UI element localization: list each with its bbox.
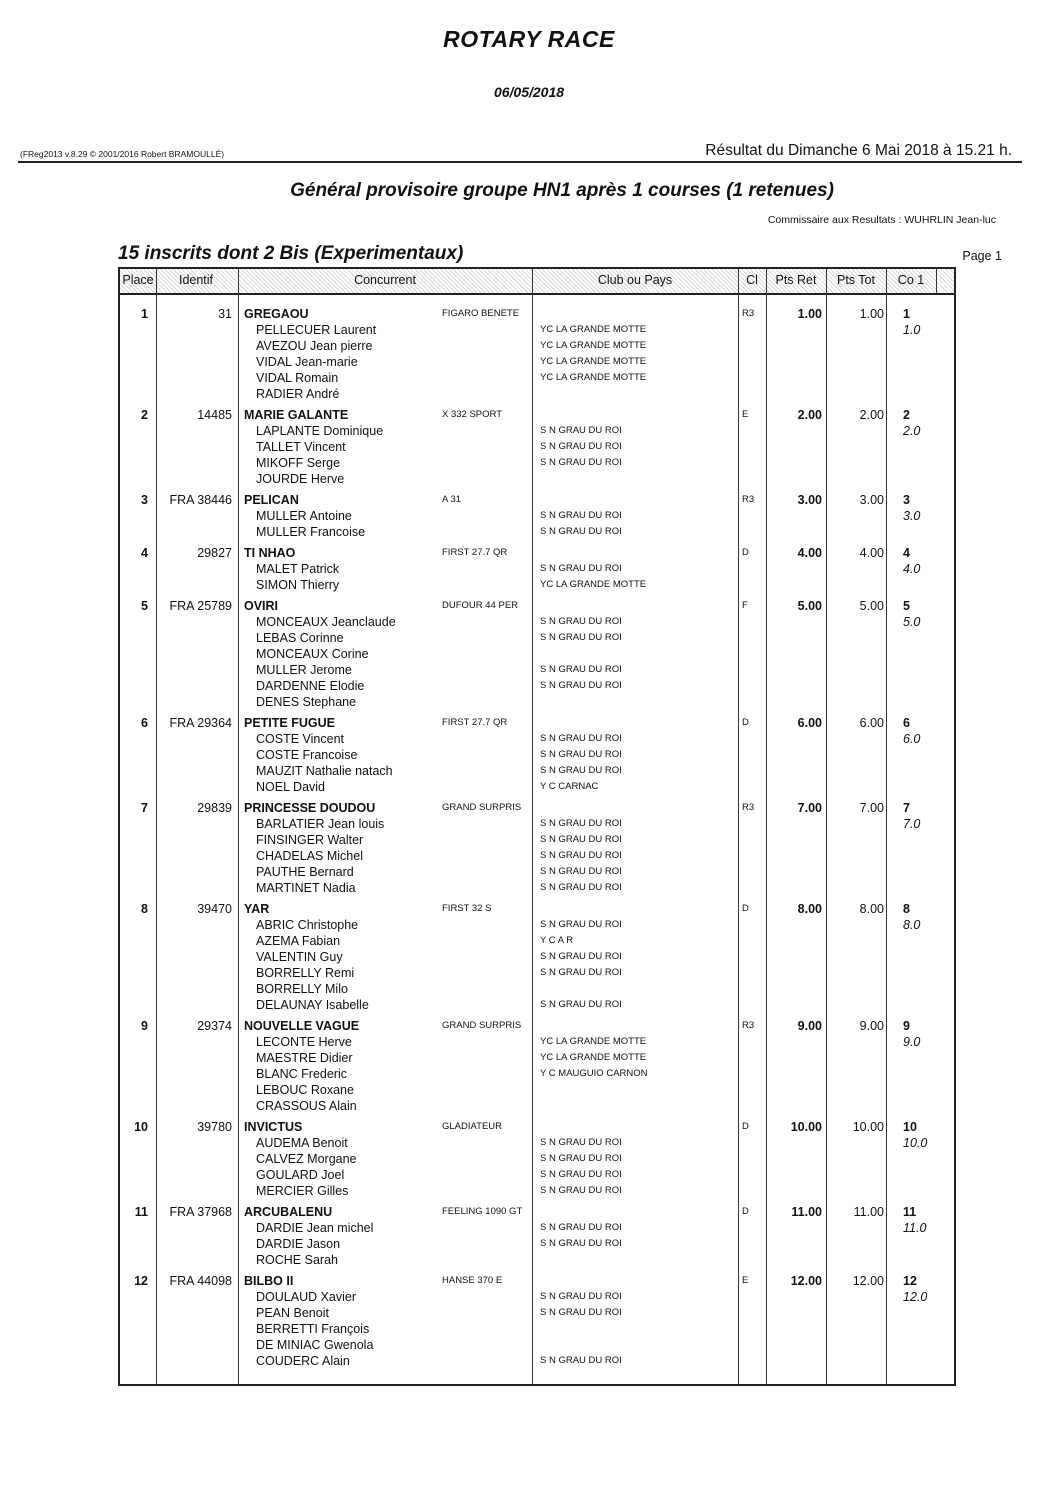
crew-member: AUDEMA Benoit	[256, 1136, 348, 1150]
pts-ret-cell: 9.00	[797, 1019, 822, 1033]
place-cell: 7	[141, 801, 148, 815]
crew-club: S N GRAU DU ROI	[540, 765, 622, 776]
crew-club: S N GRAU DU ROI	[540, 866, 622, 877]
place-cell: 8	[141, 902, 148, 916]
crew-club: S N GRAU DU ROI	[540, 999, 622, 1010]
class-cell: D	[742, 547, 749, 558]
crew-club: S N GRAU DU ROI	[540, 1137, 622, 1148]
crew-member: VIDAL Jean-marie	[256, 355, 358, 369]
boat-type: X 332 SPORT	[442, 409, 503, 420]
place-cell: 9	[141, 1019, 148, 1033]
boat-type: DUFOUR 44 PER	[442, 600, 519, 611]
crew-member: AZEMA Fabian	[256, 934, 341, 948]
identif-cell: FRA 29364	[169, 716, 232, 730]
co1-cell: 1	[903, 307, 910, 321]
class-cell: D	[742, 1206, 749, 1217]
crew-member: MULLER Antoine	[256, 509, 352, 523]
co1-score: 2.0	[903, 424, 921, 438]
place-cell: 2	[141, 408, 148, 422]
crew-member: DENES Stephane	[256, 695, 357, 709]
crew-member: DE MINIAC Gwenola	[256, 1338, 374, 1352]
boat-type: FIGARO BENETE	[442, 308, 520, 319]
crew-club: S N GRAU DU ROI	[540, 850, 622, 861]
co1-cell: 2	[903, 408, 910, 422]
class-cell: R3	[742, 494, 755, 505]
pts-ret-cell: 10.00	[790, 1120, 822, 1134]
boat-name: NOUVELLE VAGUE	[244, 1019, 360, 1033]
co1-score: 3.0	[903, 509, 921, 523]
pts-tot-cell: 3.00	[859, 493, 884, 507]
co1-cell: 4	[903, 546, 910, 560]
identif-cell: FRA 25789	[169, 599, 232, 613]
crew-club: S N GRAU DU ROI	[540, 1307, 622, 1318]
co1-score: 10.0	[903, 1136, 928, 1150]
result-timestamp: Résultat du Dimanche 6 Mai 2018 à 15.21 h.	[705, 142, 1012, 159]
crew-member: FINSINGER Walter	[256, 833, 364, 847]
place-cell: 10	[134, 1120, 148, 1134]
pts-ret-cell: 6.00	[797, 716, 822, 730]
pts-tot-cell: 5.00	[859, 599, 884, 613]
identif-cell: 31	[218, 307, 232, 321]
crew-member: MAESTRE Didier	[256, 1051, 353, 1065]
crew-club: YC LA GRANDE MOTTE	[540, 340, 647, 351]
crew-member: ABRIC Christophe	[256, 918, 359, 932]
boat-type: A 31	[442, 494, 462, 505]
pts-tot-cell: 11.00	[853, 1205, 884, 1219]
crew-member: SIMON Thierry	[256, 578, 340, 592]
page-title: ROTARY RACE	[443, 26, 615, 52]
pts-ret-cell: 1.00	[797, 307, 822, 321]
commissaire-line: Commissaire aux Resultats : WUHRLIN Jean-luc	[767, 214, 996, 226]
entries-count: 15 inscrits dont 2 Bis (Experimentaux)	[118, 243, 464, 264]
pts-ret-cell: 7.00	[797, 801, 822, 815]
crew-member: CRASSOUS Alain	[256, 1099, 357, 1113]
identif-cell: 39780	[197, 1120, 232, 1134]
results-table	[118, 267, 956, 1386]
crew-club: S N GRAU DU ROI	[540, 632, 622, 643]
crew-club: S N GRAU DU ROI	[540, 664, 622, 675]
crew-member: BARLATIER Jean louis	[256, 817, 385, 831]
crew-club: S N GRAU DU ROI	[540, 733, 622, 744]
identif-cell: FRA 37968	[169, 1205, 232, 1219]
crew-member: DARDENNE Elodie	[256, 679, 365, 693]
crew-club: S N GRAU DU ROI	[540, 967, 622, 978]
place-cell: 1	[141, 307, 148, 321]
identif-cell: FRA 44098	[169, 1274, 232, 1288]
co1-cell: 10	[903, 1120, 917, 1134]
table-header	[120, 269, 954, 295]
crew-club: S N GRAU DU ROI	[540, 1153, 622, 1164]
boat-type: GRAND SURPRIS	[442, 1020, 522, 1031]
crew-club: S N GRAU DU ROI	[540, 457, 622, 468]
crew-club: S N GRAU DU ROI	[540, 951, 622, 962]
boat-type: GLADIATEUR	[442, 1121, 503, 1132]
co1-score: 1.0	[903, 323, 921, 337]
pts-ret-cell: 12.00	[790, 1274, 822, 1288]
crew-member: NOEL David	[256, 780, 326, 794]
co1-cell: 11	[903, 1205, 917, 1219]
crew-club: S N GRAU DU ROI	[540, 680, 622, 691]
crew-member: MONCEAUX Jeanclaude	[256, 615, 396, 629]
crew-club: S N GRAU DU ROI	[540, 563, 622, 574]
crew-member: BORRELLY Milo	[256, 982, 348, 996]
pts-tot-cell: 4.00	[859, 546, 884, 560]
crew-club: S N GRAU DU ROI	[540, 1291, 622, 1302]
boat-name: BILBO II	[244, 1274, 294, 1288]
boat-name: ARCUBALENU	[244, 1205, 333, 1219]
class-cell: R3	[742, 1020, 755, 1031]
crew-member: RADIER André	[256, 387, 340, 401]
col-header-cl: Cl	[746, 273, 758, 287]
place-cell: 12	[134, 1274, 148, 1288]
co1-score: 12.0	[903, 1290, 928, 1304]
crew-club: S N GRAU DU ROI	[540, 1238, 622, 1249]
crew-member: MULLER Jerome	[256, 663, 352, 677]
co1-score: 8.0	[903, 918, 921, 932]
crew-member: DARDIE Jason	[256, 1237, 341, 1251]
crew-club: Y C MAUGUIO CARNON	[540, 1068, 648, 1079]
crew-club: YC LA GRANDE MOTTE	[540, 372, 647, 383]
crew-member: COSTE Vincent	[256, 732, 345, 746]
pts-ret-cell: 4.00	[797, 546, 822, 560]
crew-club: YC LA GRANDE MOTTE	[540, 579, 647, 590]
crew-club: S N GRAU DU ROI	[540, 749, 622, 760]
standings-subtitle: Général provisoire groupe HN1 après 1 courses (1 retenues)	[290, 180, 834, 201]
crew-club: S N GRAU DU ROI	[540, 1185, 622, 1196]
co1-cell: 3	[903, 493, 910, 507]
identif-cell: 29839	[197, 801, 232, 815]
boat-type: GRAND SURPRIS	[442, 802, 522, 813]
event-date: 06/05/2018	[493, 84, 565, 100]
software-credit: (FReg2013 v.8.29 © 2001/2016 Robert BRAMOULLÉ)	[20, 149, 225, 159]
class-cell: F	[742, 600, 748, 611]
pts-ret-cell: 8.00	[797, 902, 822, 916]
pts-ret-cell: 5.00	[797, 599, 822, 613]
co1-cell: 6	[903, 716, 910, 730]
crew-member: MIKOFF Serge	[256, 456, 341, 470]
crew-member: GOULARD Joel	[256, 1168, 345, 1182]
co1-cell: 12	[903, 1274, 917, 1288]
crew-club: Y C CARNAC	[540, 781, 599, 792]
crew-member: LAPLANTE Dominique	[256, 424, 384, 438]
pts-tot-cell: 10.00	[852, 1120, 884, 1134]
boat-name: GREGAOU	[244, 307, 309, 321]
crew-member: COUDERC Alain	[256, 1354, 350, 1368]
crew-club: S N GRAU DU ROI	[540, 1222, 622, 1233]
class-cell: R3	[742, 802, 755, 813]
pts-tot-cell: 9.00	[859, 1019, 884, 1033]
pts-tot-cell: 12.00	[852, 1274, 884, 1288]
crew-club: S N GRAU DU ROI	[540, 510, 622, 521]
class-cell: E	[742, 1275, 749, 1286]
co1-score: 11.0	[903, 1221, 927, 1235]
place-cell: 5	[141, 599, 148, 613]
pts-tot-cell: 8.00	[859, 902, 884, 916]
boat-name: PRINCESSE DOUDOU	[244, 801, 376, 815]
crew-member: TALLET Vincent	[256, 440, 346, 454]
place-cell: 3	[141, 493, 148, 507]
crew-club: S N GRAU DU ROI	[540, 425, 622, 436]
crew-member: LEBAS Corinne	[256, 631, 344, 645]
col-header-co1: Co 1	[897, 273, 925, 287]
crew-member: MERCIER Gilles	[256, 1184, 349, 1198]
crew-member: VALENTIN Guy	[256, 950, 343, 964]
crew-club: S N GRAU DU ROI	[540, 919, 622, 930]
boat-name: TI NHAO	[244, 546, 296, 560]
crew-club: S N GRAU DU ROI	[540, 818, 622, 829]
crew-member: BLANC Frederic	[256, 1067, 347, 1081]
boat-name: INVICTUS	[244, 1120, 303, 1134]
crew-club: S N GRAU DU ROI	[540, 526, 622, 537]
boat-type: HANSE 370 E	[442, 1275, 503, 1286]
crew-club: Y C A R	[540, 935, 574, 946]
pts-ret-cell: 11.00	[791, 1205, 822, 1219]
co1-score: 7.0	[903, 817, 921, 831]
place-cell: 4	[141, 546, 148, 560]
crew-member: PELLECUER Laurent	[256, 323, 377, 337]
place-cell: 11	[134, 1205, 148, 1219]
place-cell: 6	[141, 716, 148, 730]
boat-name: MARIE GALANTE	[244, 408, 349, 422]
crew-member: AVEZOU Jean pierre	[256, 339, 373, 353]
class-cell: D	[742, 717, 749, 728]
crew-member: MAUZIT Nathalie natach	[256, 764, 393, 778]
crew-member: LEBOUC Roxane	[256, 1083, 354, 1097]
co1-cell: 8	[903, 902, 910, 916]
crew-member: MULLER Francoise	[256, 525, 366, 539]
crew-club: YC LA GRANDE MOTTE	[540, 324, 647, 335]
identif-cell: 29827	[197, 546, 232, 560]
crew-club: S N GRAU DU ROI	[540, 616, 622, 627]
crew-member: DELAUNAY Isabelle	[256, 998, 369, 1012]
boat-type: FIRST 27.7 QR	[442, 547, 508, 558]
pts-ret-cell: 2.00	[797, 408, 822, 422]
crew-club: YC LA GRANDE MOTTE	[540, 1052, 647, 1063]
co1-score: 6.0	[903, 732, 921, 746]
co1-cell: 5	[903, 599, 910, 613]
crew-member: ROCHE Sarah	[256, 1253, 338, 1267]
col-header-club: Club ou Pays	[597, 273, 673, 287]
class-cell: D	[742, 903, 749, 914]
pts-tot-cell: 2.00	[859, 408, 884, 422]
identif-cell: 14485	[197, 408, 232, 422]
co1-cell: 9	[903, 1019, 910, 1033]
crew-club: S N GRAU DU ROI	[540, 1355, 622, 1366]
crew-member: PEAN Benoit	[256, 1306, 329, 1320]
boat-type: FEELING 1090 GT	[442, 1206, 523, 1217]
crew-club: S N GRAU DU ROI	[540, 441, 622, 452]
co1-score: 4.0	[903, 562, 921, 576]
identif-cell: 29374	[197, 1019, 232, 1033]
crew-member: CALVEZ Morgane	[256, 1152, 357, 1166]
crew-member: DOULAUD Xavier	[256, 1290, 357, 1304]
co1-score: 5.0	[903, 615, 921, 629]
col-header-identif: Identif	[178, 273, 214, 287]
crew-member: MALET Patrick	[256, 562, 340, 576]
co1-cell: 7	[903, 801, 910, 815]
boat-name: YAR	[244, 902, 270, 916]
crew-club: S N GRAU DU ROI	[540, 834, 622, 845]
col-header-concurrent: Concurrent	[354, 273, 416, 287]
pts-tot-cell: 7.00	[859, 801, 884, 815]
crew-member: DARDIE Jean michel	[256, 1221, 374, 1235]
pts-tot-cell: 6.00	[859, 716, 884, 730]
crew-member: VIDAL Romain	[256, 371, 339, 385]
col-header-pts-tot: Pts Tot	[837, 273, 875, 287]
header-divider	[18, 161, 1022, 163]
class-cell: E	[742, 409, 749, 420]
crew-club: S N GRAU DU ROI	[540, 882, 622, 893]
class-cell: R3	[742, 308, 755, 319]
crew-member: COSTE Francoise	[256, 748, 358, 762]
identif-cell: FRA 38446	[169, 493, 232, 507]
identif-cell: 39470	[197, 902, 232, 916]
page-number: Page 1	[962, 249, 1002, 263]
crew-member: JOURDE Herve	[256, 472, 345, 486]
crew-member: LECONTE Herve	[256, 1035, 352, 1049]
crew-member: PAUTHE Bernard	[256, 865, 354, 879]
boat-name: OVIRI	[244, 599, 279, 613]
crew-club: YC LA GRANDE MOTTE	[540, 356, 647, 367]
boat-name: PELICAN	[244, 493, 299, 507]
pts-ret-cell: 3.00	[797, 493, 822, 507]
crew-member: MONCEAUX Corine	[256, 647, 369, 661]
crew-member: BERRETTI François	[256, 1322, 370, 1336]
crew-member: BORRELLY Remi	[256, 966, 355, 980]
pts-tot-cell: 1.00	[859, 307, 884, 321]
crew-member: MARTINET Nadia	[256, 881, 356, 895]
crew-club: S N GRAU DU ROI	[540, 1169, 622, 1180]
col-header-pts-ret: Pts Ret	[775, 273, 817, 287]
crew-club: YC LA GRANDE MOTTE	[540, 1036, 647, 1047]
crew-member: CHADELAS Michel	[256, 849, 363, 863]
boat-type: FIRST 27.7 QR	[442, 717, 508, 728]
class-cell: D	[742, 1121, 749, 1132]
co1-score: 9.0	[903, 1035, 921, 1049]
col-header-place: Place	[122, 273, 154, 287]
boat-type: FIRST 32 S	[442, 903, 492, 914]
boat-name: PETITE FUGUE	[244, 716, 335, 730]
